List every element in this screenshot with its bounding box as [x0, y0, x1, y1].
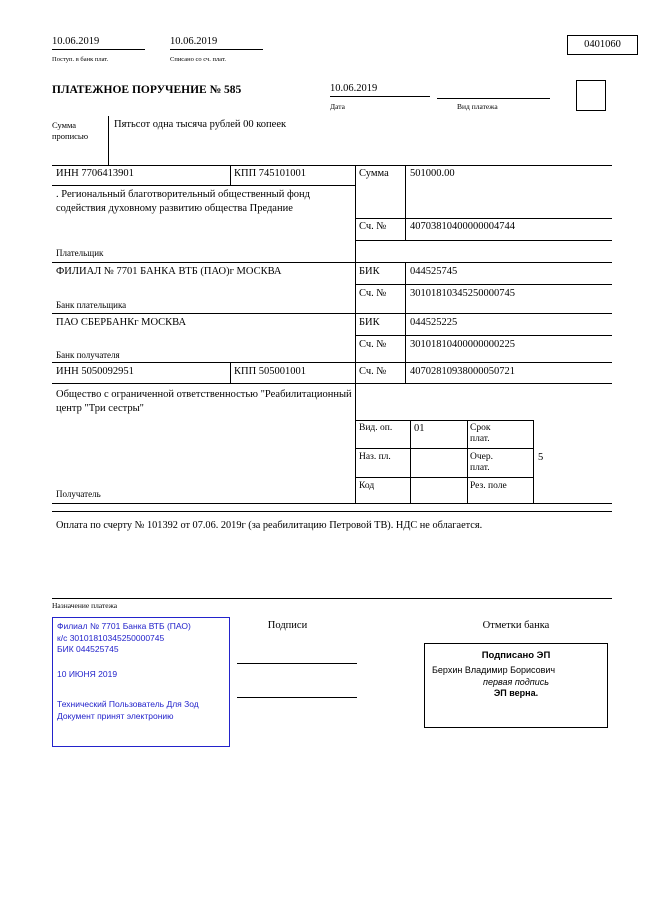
- payee-inn: ИНН 5050092951: [56, 366, 134, 377]
- divider: [52, 165, 612, 166]
- amount-value: 501000.00: [410, 168, 455, 179]
- amount-words-cell: [52, 116, 109, 165]
- payer-kpp: КПП 745101001: [234, 168, 307, 179]
- divider: [405, 262, 406, 383]
- payer-account-label: Сч. №: [359, 221, 387, 232]
- stamp-bank-name: Филиал № 7701 Банка ВТБ (ПАО): [57, 621, 191, 631]
- signatures-caption: Подписи: [267, 620, 308, 631]
- stamp-date: 10 ИЮНЯ 2019: [57, 668, 118, 679]
- document-date-label: Дата: [330, 102, 345, 111]
- divider: [355, 240, 612, 241]
- payer-bank-bik-label: БИК: [359, 266, 380, 277]
- divider: [405, 165, 406, 240]
- payer-inn: ИНН 7706413901: [56, 168, 134, 179]
- divider: [355, 335, 612, 336]
- payer-account-value: 40703810400000004744: [410, 221, 515, 232]
- received-in-bank-label: Поступ. в банк плат.: [52, 56, 109, 63]
- divider: [355, 420, 533, 421]
- divider: [52, 185, 355, 186]
- amount-words-value: Пятьсот одна тысяча рублей 00 копеек: [114, 119, 287, 130]
- payee-account-value: 40702810938000050721: [410, 366, 515, 377]
- payee-bank-bik-value: 044525225: [410, 317, 458, 328]
- payment-purpose-text: Оплата по счерту № 101392 от 07.06. 2019г (за реабилитацию Петровой ТВ). НДС не облагается.: [56, 520, 483, 531]
- divider: [533, 420, 534, 503]
- divider: [355, 165, 356, 503]
- payer-bank-account-label: Сч. №: [359, 288, 387, 299]
- signer-name: Берхин Владимир Борисович: [432, 665, 556, 675]
- divider: [52, 383, 612, 384]
- signed-by-ep-title: Подписано ЭП: [481, 650, 551, 661]
- payee-section-caption: Получатель: [56, 489, 101, 499]
- amount-words-label: Сумма прописью: [52, 120, 89, 141]
- divider: [52, 598, 612, 599]
- payee-kpp: КПП 505001001: [234, 366, 307, 377]
- payment-term-label: Срок плат.: [470, 423, 491, 444]
- payer-name: . Региональный благотворительный общественный фонд содействия духовному развитию общества Предание: [56, 189, 310, 214]
- stamp-note: Документ принят электронию: [57, 710, 174, 721]
- code-label: Код: [359, 481, 375, 491]
- signature-line: [237, 697, 357, 698]
- divider: [467, 420, 468, 503]
- digital-signature-stamp: [424, 643, 608, 728]
- divider: [355, 477, 533, 478]
- divider: [52, 503, 612, 504]
- operation-kind-value: 01: [414, 423, 425, 434]
- divider: [355, 218, 612, 219]
- received-in-bank-date: 10.06.2019: [52, 36, 145, 50]
- debited-date: 10.06.2019: [170, 36, 263, 50]
- divider: [355, 448, 533, 449]
- stamp-bik: БИК 044525745: [57, 644, 119, 654]
- title-checkbox: [576, 80, 606, 111]
- divider: [52, 511, 612, 512]
- payee-bank-name: ПАО СБЕРБАНКг МОСКВА: [56, 317, 187, 328]
- payee-bank-bik-label: БИК: [359, 317, 380, 328]
- stamp-user: Технический Пользователь Для Зод: [57, 699, 199, 709]
- signature-role: первая подпись: [483, 677, 549, 687]
- signature-line: [237, 663, 357, 664]
- signature-verified-note: ЭП верна.: [493, 688, 539, 698]
- payee-name: Общество с ограниченной ответственностью "Реабилитационный центр "Три сестры": [56, 389, 352, 414]
- payer-bank-account-value: 30101810345250000745: [410, 288, 515, 299]
- divider: [230, 362, 231, 383]
- payee-bank-account-value: 30101810400000000225: [410, 339, 515, 350]
- payment-purpose-caption: Назначение платежа: [52, 601, 118, 610]
- divider: [52, 362, 612, 363]
- document-date: 10.06.2019: [330, 83, 430, 97]
- stamp-corr-account: к/с 30101810345250000745: [57, 632, 165, 643]
- divider: [52, 313, 612, 314]
- reserve-field-label: Рез. поле: [470, 481, 507, 491]
- operation-kind-label: Вид. оп.: [359, 423, 393, 433]
- bank-marks-caption: Отметки банка: [482, 620, 550, 631]
- payee-account-label: Сч. №: [359, 366, 387, 377]
- divider: [355, 284, 612, 285]
- payment-kind-label: Вид платежа: [457, 102, 498, 111]
- bank-electronic-stamp: [52, 617, 230, 747]
- payee-bank-account-label: Сч. №: [359, 339, 387, 350]
- debited-label: Списано со сч. плат.: [170, 56, 226, 63]
- payer-bank-bik-value: 044525745: [410, 266, 458, 277]
- divider: [410, 420, 411, 503]
- form-code-box: 0401060: [567, 35, 638, 55]
- payer-bank-name: ФИЛИАЛ № 7701 БАНКА ВТБ (ПАО)г МОСКВА: [56, 266, 282, 277]
- purpose-code-label: Наз. пл.: [359, 452, 391, 462]
- payee-bank-section-caption: Банк получателя: [56, 350, 120, 360]
- payer-section-caption: Плательщик: [56, 248, 104, 258]
- payment-queue-label: Очер. плат.: [470, 452, 493, 473]
- amount-label: Сумма: [359, 168, 389, 179]
- divider: [52, 262, 612, 263]
- payer-bank-section-caption: Банк плательщика: [56, 300, 127, 310]
- payment-queue-value: 5: [538, 452, 544, 463]
- divider: [230, 165, 231, 185]
- payment-kind-line: [437, 83, 550, 99]
- document-title: ПЛАТЕЖНОЕ ПОРУЧЕНИЕ № 585: [52, 84, 242, 96]
